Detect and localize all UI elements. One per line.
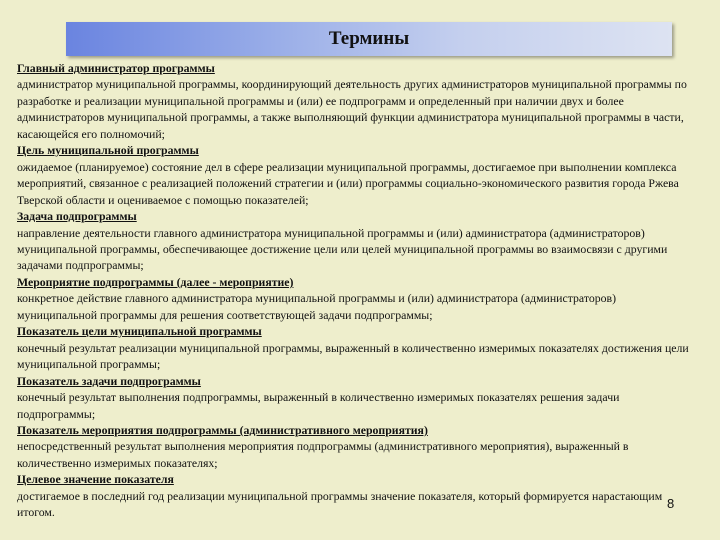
- term-heading: Целевое значение показателя: [17, 472, 174, 487]
- term-entry: [17, 422, 689, 471]
- page-number: 8: [667, 496, 675, 511]
- term-entry: [17, 208, 689, 274]
- term-entry: [17, 60, 689, 142]
- term-definition: непосредственный результат выполнения мероприятия подпрограммы (административного мероприятия), выраженный в количественно измеримых показателях;: [17, 439, 629, 470]
- term-definition: направление деятельности главного администратора муниципальной программы и (или) администратора (администраторов) муниципальной программы, обеспечивающее достижение цели или целей муниципальной программы во взаимосвязи с другими задачами подпрограммы;: [17, 225, 668, 273]
- term-entry: [17, 373, 689, 422]
- term-heading: Показатель цели муниципальной программы: [17, 324, 262, 339]
- term-definition: конечный результат реализации муниципальной программы, выраженный в количественно измеримых показателях достижения цели муниципальной программы;: [17, 340, 689, 372]
- term-heading: Задача подпрограммы: [17, 209, 137, 224]
- slide-title: Термины: [328, 28, 410, 49]
- term-entry: [17, 274, 689, 323]
- term-entry: [17, 142, 689, 208]
- term-definition: достигаемое в последний год реализации муниципальной программы значение показателя, который формируется нарастающим итогом.: [17, 488, 663, 520]
- term-heading: Главный администратор программы: [17, 61, 215, 75]
- term-definition: конкретное действие главного администратора муниципальной программы и (или) администратора (администраторов) муниципальной программы для решения соответствующей задачи подпрограммы;: [17, 291, 617, 322]
- term-definition: конечный результат выполнения подпрограммы, выраженный в количественно измеримых показателях решения задачи подпрограммы;: [17, 390, 620, 421]
- title-bar: [66, 22, 672, 56]
- term-heading: Показатель задачи подпрограммы: [17, 373, 201, 388]
- term-entry: [17, 471, 689, 520]
- term-definition: ожидаемое (планируемое) состояние дел в сфере реализации муниципальной программы, достигаемое при выполнении комплекса мероприятий, связанное с реализацией положений стратегии и (или) программы социально-экономического развития города Ржева Тверской области и оцениваемое с помощью показателей;: [17, 159, 679, 207]
- term-definition: администратор муниципальной программы, координирующий деятельность других администраторов муниципальной программы по разработке и реализации муниципальной программы и (или) ее подпрограмм и определенный при наличии двух и более администраторов муниципальной программы, а также выполняющий функции администратора муниципальной программы в части, касающейся его полномочий;: [17, 77, 687, 141]
- term-heading: Мероприятие подпрограммы (далее - мероприятие): [17, 274, 294, 289]
- term-heading: Показатель мероприятия подпрограммы (административного мероприятия): [17, 422, 428, 437]
- terms-list: [17, 60, 689, 521]
- term-heading: Цель муниципальной программы: [17, 143, 199, 158]
- term-entry: [17, 323, 689, 372]
